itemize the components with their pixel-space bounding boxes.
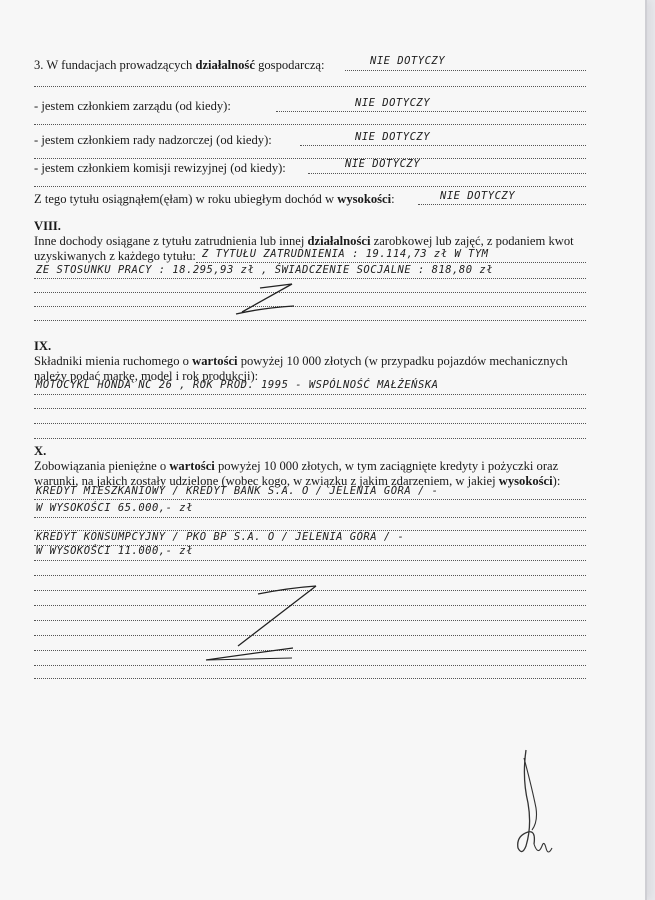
dotted-line xyxy=(34,394,586,395)
dotted-line xyxy=(34,499,586,500)
section8-answer2: ZE STOSUNKU PRACY : 18.295,93 zł , ŚWIADCZENIE SOCJALNE : 818,80 zł xyxy=(36,264,494,276)
section8-text1: Inne dochody osiągane z tytułu zatrudnienia lub innej działalności zarobkowej lub zajęć, z podaniem kwot xyxy=(34,234,574,248)
dotted-line xyxy=(34,158,586,159)
dotted-line xyxy=(418,204,586,205)
dotted-line xyxy=(196,262,586,263)
dotted-line xyxy=(34,560,586,561)
section9-heading: IX. xyxy=(34,339,52,353)
dotted-line xyxy=(34,575,586,576)
strike-through-mark xyxy=(222,282,312,322)
income-label: Z tego tytułu osiągnąłem(ęłam) w roku ubiegłym dochód w wysokości: xyxy=(34,192,395,206)
section10-heading: X. xyxy=(34,444,47,458)
rada-label: - jestem członkiem rady nadzorczej (od kiedy): xyxy=(34,133,272,147)
zarzad-answer: NIE DOTYCZY xyxy=(355,97,431,109)
section3-answer: NIE DOTYCZY xyxy=(370,55,446,67)
section9-text1: Składniki mienia ruchomego o wartości powyżej 10 000 złotych (w przypadku pojazdów mechanicznych xyxy=(34,354,568,368)
section9-text2: należy podać markę, model i rok produkcji): xyxy=(34,369,259,383)
section10-text1: Zobowiązania pieniężne o wartości powyżej 10 000 złotych, w tym zaciągnięte kredyty i pożyczki oraz xyxy=(34,459,559,473)
dotted-line xyxy=(276,111,586,112)
section9-answer1: MOTOCYKL HONDA NC 26 , ROK PROD. 1995 - WSPÓLNOŚĆ MAŁŻEŃSKA xyxy=(36,379,439,391)
strike-through-mark xyxy=(198,580,338,670)
komisja-answer: NIE DOTYCZY xyxy=(345,158,421,170)
signature-mark xyxy=(510,748,570,863)
section8-text2: uzyskiwanych z każdego tytułu: xyxy=(34,249,196,263)
section10-answer1: KREDYT MIESZKANIOWY / KREDYT BANK S.A. O / JELENIA GÓRA / - xyxy=(36,485,439,497)
dotted-line xyxy=(34,186,586,187)
income-answer: NIE DOTYCZY xyxy=(440,190,516,202)
dotted-line xyxy=(34,278,586,279)
dotted-line xyxy=(34,423,586,424)
komisja-label: - jestem członkiem komisji rewizyjnej (od kiedy): xyxy=(34,161,286,175)
zarzad-label: - jestem członkiem zarządu (od kiedy): xyxy=(34,99,231,113)
dotted-line xyxy=(34,678,586,679)
dotted-line xyxy=(308,173,586,174)
section10-answer4: W WYSOKOŚCI 11.000,- zł xyxy=(36,545,193,557)
dotted-line xyxy=(300,145,586,146)
dotted-line xyxy=(34,86,586,87)
dotted-line xyxy=(345,70,586,71)
dotted-line xyxy=(34,517,586,518)
dotted-line xyxy=(34,438,586,439)
dotted-line xyxy=(34,408,586,409)
rada-answer: NIE DOTYCZY xyxy=(355,131,431,143)
section3-question: 3. W fundacjach prowadzących działalność gospodarczą: xyxy=(34,58,325,72)
section10-text2: warunki, na jakich zostały udzielone (wobec kogo, w związku z jakim zdarzeniem, w jakiej wysokości): xyxy=(34,474,561,488)
section8-heading: VIII. xyxy=(34,219,61,233)
section10-answer3: KREDYT KONSUMPCYJNY / PKO BP S.A. O / JELENIA GÓRA / - xyxy=(36,531,405,543)
dotted-line xyxy=(34,124,586,125)
section8-answer1: Z TYTUŁU ZATRUDNIENIA : 19.114,73 zł W TYM xyxy=(202,248,489,260)
section10-answer2: W WYSOKOŚCI 65.000,- zł xyxy=(36,502,193,514)
